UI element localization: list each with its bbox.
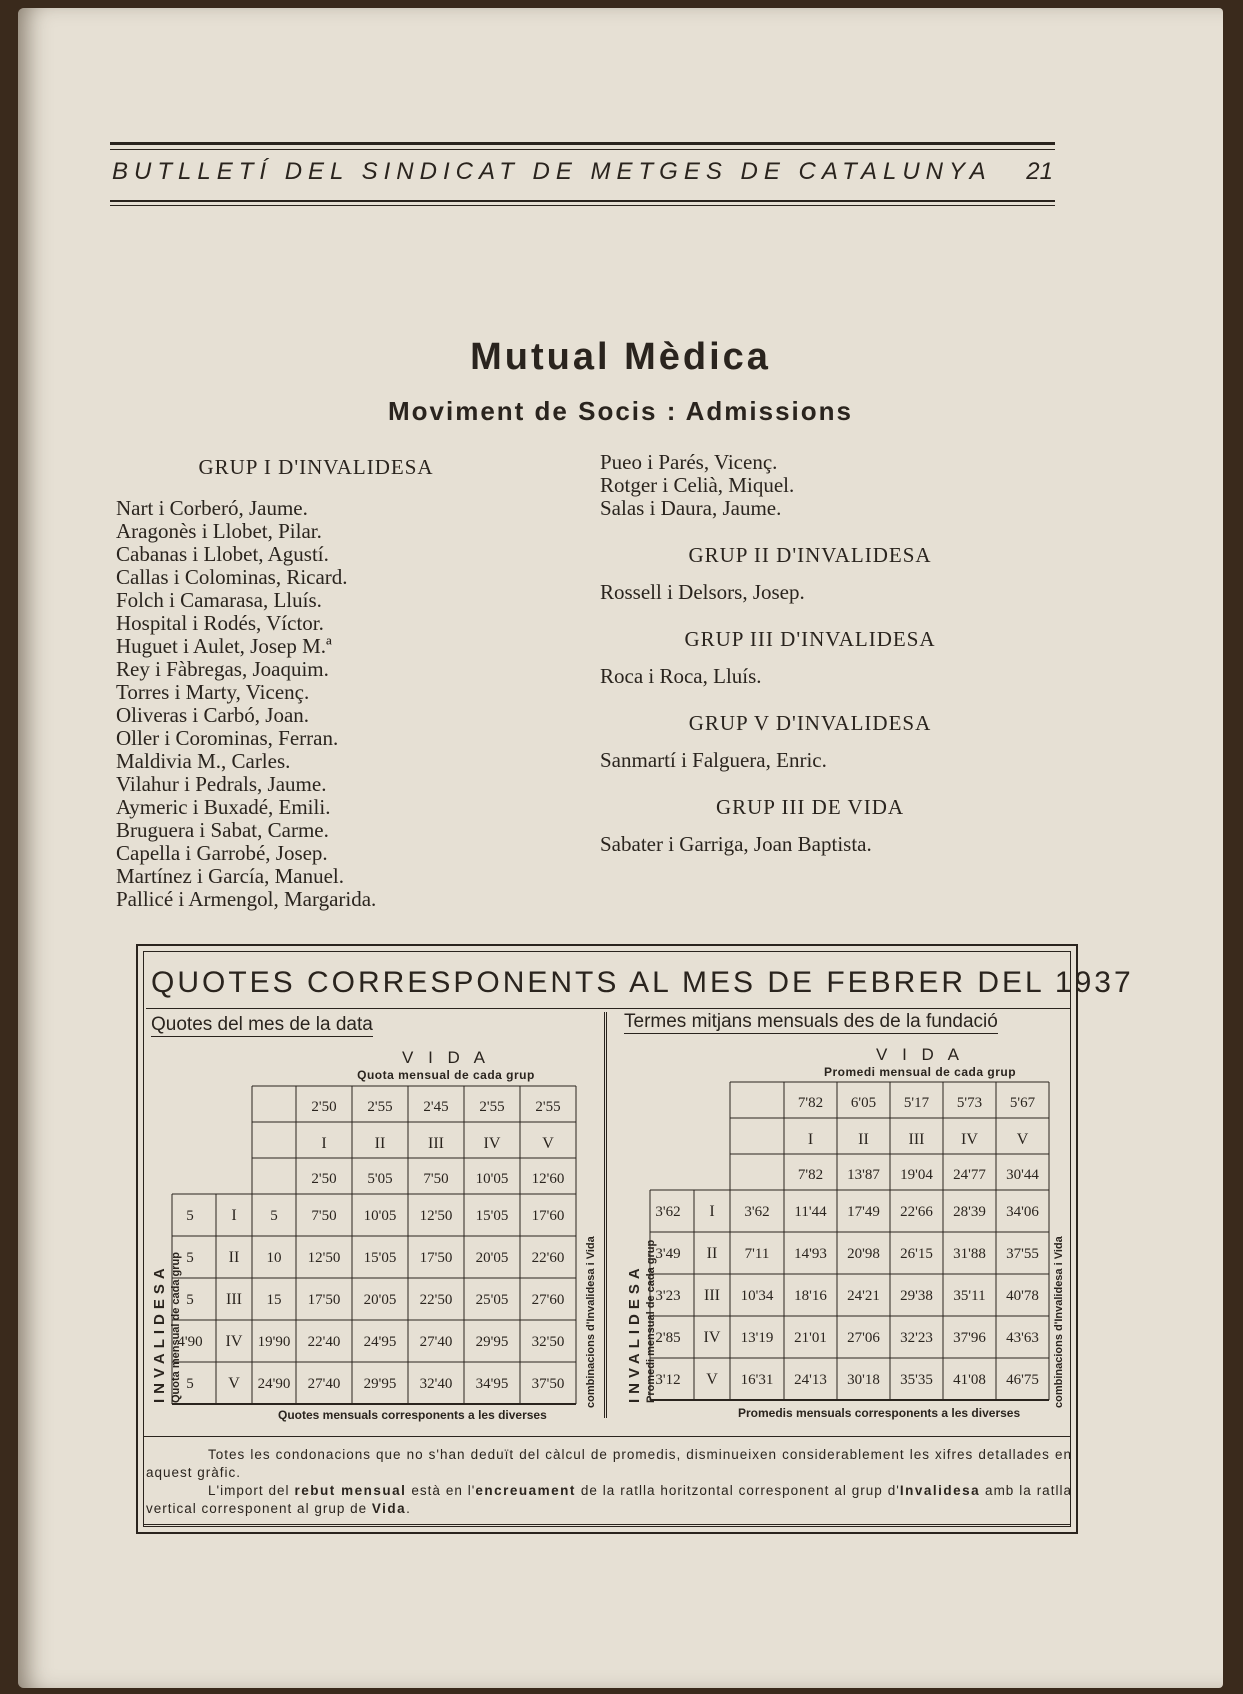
left-combinations-label: combinacions d'Invalidesa i Vida xyxy=(585,1236,597,1408)
combined-quota-cell: 18'16 xyxy=(794,1288,827,1305)
vida-group-numeral: I xyxy=(807,1130,814,1148)
combined-quota-cell: 20'98 xyxy=(847,1246,880,1263)
combined-quota-cell: 35'11 xyxy=(953,1288,986,1305)
combined-quota-cell: 17'60 xyxy=(531,1208,565,1225)
invalidesa-group-numeral: II xyxy=(228,1249,240,1267)
notes-rule xyxy=(144,1524,1070,1525)
combined-quota-cell: 35'35 xyxy=(900,1372,933,1389)
vida-group-numeral: IV xyxy=(483,1134,501,1152)
vida-only-total: 19'04 xyxy=(900,1167,933,1184)
combined-quota-cell: 27'40 xyxy=(307,1376,341,1393)
combined-quota-cell: 17'49 xyxy=(847,1204,880,1221)
combined-quota-cell: 12'50 xyxy=(419,1208,453,1225)
quotes-title: QUOTES CORRESPONENTS AL MES DE FEBRER DEL 1937 xyxy=(151,966,1134,999)
right-invalidesa-label: INVALIDESA xyxy=(626,1263,643,1403)
combined-quota-cell: 32'23 xyxy=(900,1330,933,1347)
invalidesa-group-numeral: I xyxy=(709,1203,715,1221)
member-name: Hospital i Rodés, Víctor. xyxy=(116,611,324,635)
invalidesa-quota: 5 xyxy=(186,1208,194,1225)
combined-quota-cell: 41'08 xyxy=(953,1372,986,1389)
group-heading: GRUP II D'INVALIDESA xyxy=(688,543,932,567)
combined-quota-cell: 29'38 xyxy=(900,1288,933,1305)
invalidesa-quota: 3'62 xyxy=(655,1204,681,1221)
combined-quota-cell: 22'60 xyxy=(531,1250,565,1267)
combined-quota-cell: 31'88 xyxy=(953,1246,986,1263)
invalidesa-quota: 4'90 xyxy=(177,1334,203,1351)
page-subtitle: Moviment de Socis : Admissions xyxy=(387,396,853,426)
invalidesa-group-numeral: IV xyxy=(703,1329,721,1347)
vida-label: V I D A xyxy=(402,1048,490,1067)
vida-quota: 2'55 xyxy=(367,1099,393,1116)
group-heading: GRUP V D'INVALIDESA xyxy=(688,711,932,735)
member-name: Callas i Colominas, Ricard. xyxy=(116,565,348,589)
left-panel-subtitle: Quotes del mes de la data xyxy=(151,1014,373,1035)
vida-group-numeral: IV xyxy=(961,1130,978,1148)
member-name: Cabanas i Llobet, Agustí. xyxy=(116,542,329,566)
combined-quota-cell: 7'50 xyxy=(311,1208,337,1225)
combined-quota-cell: 21'01 xyxy=(794,1330,827,1347)
invalidesa-only-total: 15 xyxy=(266,1292,282,1309)
invalidesa-quota: 2'85 xyxy=(655,1330,681,1347)
combined-quota-cell: 11'44 xyxy=(794,1204,827,1221)
combined-quota-cell: 14'93 xyxy=(794,1246,827,1263)
running-head-title: BUTLLETÍ DEL SINDICAT DE METGES DE CATALUNYA xyxy=(112,158,992,185)
invalidesa-only-total: 5 xyxy=(270,1208,278,1225)
vida-group-numeral: II xyxy=(374,1134,386,1152)
vida-only-total: 7'50 xyxy=(423,1171,449,1188)
vida-group-numeral: V xyxy=(1016,1130,1029,1148)
invalidesa-group-numeral: IV xyxy=(225,1333,243,1351)
member-name: Oller i Corominas, Ferran. xyxy=(116,726,339,750)
invalidesa-quota: 3'23 xyxy=(655,1288,681,1305)
combined-quota-cell: 12'50 xyxy=(307,1250,341,1267)
left-bottom-label: Quotes mensuals corresponents a les diverses xyxy=(278,1408,547,1422)
page-number: 21 xyxy=(1026,158,1053,185)
combined-quota-cell: 17'50 xyxy=(419,1250,453,1267)
combined-quota-cell: 37'55 xyxy=(1006,1246,1039,1263)
member-name: Salas i Daura, Jaume. xyxy=(600,496,782,520)
group-heading: GRUP III DE VIDA xyxy=(715,795,905,819)
invalidesa-only-total: 10'34 xyxy=(740,1288,774,1305)
left-invalidesa-label: INVALIDESA xyxy=(151,1263,168,1403)
member-name: Vilahur i Pedrals, Jaume. xyxy=(116,772,327,796)
invalidesa-only-total: 7'11 xyxy=(744,1246,770,1263)
invalidesa-group-numeral: II xyxy=(706,1245,718,1263)
vida-quota: 2'55 xyxy=(535,1099,561,1116)
combined-quota-cell: 22'50 xyxy=(419,1292,453,1309)
member-name: Maldivia M., Carles. xyxy=(116,749,291,773)
invalidesa-quota: 5 xyxy=(186,1292,194,1309)
combined-quota-cell: 43'63 xyxy=(1006,1330,1039,1347)
member-name: Rotger i Celià, Miquel. xyxy=(600,473,795,497)
invalidesa-group-numeral: V xyxy=(706,1371,718,1389)
combined-quota-cell: 10'05 xyxy=(363,1208,397,1225)
vida-group-numeral: V xyxy=(542,1134,554,1152)
member-name: Martínez i García, Manuel. xyxy=(116,864,344,888)
member-name: Aragonès i Llobet, Pilar. xyxy=(116,519,322,543)
member-name: Pueo i Parés, Vicenç. xyxy=(600,450,778,474)
vida-only-total: 7'82 xyxy=(797,1167,824,1184)
vida-only-total: 24'77 xyxy=(953,1167,986,1184)
combined-quota-cell: 37'50 xyxy=(531,1376,565,1393)
combined-quota-cell: 37'96 xyxy=(953,1330,986,1347)
invalidesa-group-numeral: III xyxy=(226,1291,242,1309)
right-combinations-label: combinacions d'Invalidesa i Vida xyxy=(1053,1236,1065,1408)
combined-quota-cell: 17'50 xyxy=(307,1292,341,1309)
vida-quota: 5'73 xyxy=(956,1095,983,1112)
vida-only-total: 5'05 xyxy=(367,1171,393,1188)
vida-sublabel: Quota mensual de cada grup xyxy=(357,1068,535,1082)
combined-quota-cell: 32'50 xyxy=(531,1334,565,1351)
combined-quota-cell: 24'21 xyxy=(847,1288,880,1305)
combined-quota-cell: 34'06 xyxy=(1006,1204,1039,1221)
vida-quota: 2'55 xyxy=(479,1099,505,1116)
vida-quota: 6'05 xyxy=(850,1095,877,1112)
invalidesa-only-total: 24'90 xyxy=(257,1376,291,1393)
combined-quota-cell: 22'66 xyxy=(900,1204,933,1221)
left-invalidesa-sublabel: Quota mensual de cada grup xyxy=(170,1252,182,1403)
page-title: Mutual Mèdica xyxy=(470,336,771,378)
combined-quota-cell: 27'60 xyxy=(531,1292,565,1309)
vida-group-numeral: I xyxy=(321,1134,327,1152)
combined-quota-cell: 30'18 xyxy=(847,1372,880,1389)
member-name: Capella i Garrobé, Josep. xyxy=(116,841,328,865)
invalidesa-only-total: 10 xyxy=(266,1250,282,1267)
member-name: Folch i Camarasa, Lluís. xyxy=(116,588,322,612)
invalidesa-quota: 3'49 xyxy=(655,1246,681,1263)
right-bottom-label: Promedis mensuals corresponents a les diverses xyxy=(738,1406,1021,1420)
invalidesa-only-total: 16'31 xyxy=(740,1372,774,1389)
combined-quota-cell: 25'05 xyxy=(475,1292,509,1309)
vida-quota: 2'50 xyxy=(311,1099,337,1116)
vida-group-numeral: III xyxy=(908,1130,925,1148)
combined-quota-cell: 46'75 xyxy=(1006,1372,1039,1389)
combined-quota-cell: 28'39 xyxy=(953,1204,986,1221)
member-name: Rey i Fàbregas, Joaquim. xyxy=(116,657,329,681)
combined-quota-cell: 40'78 xyxy=(1006,1288,1039,1305)
invalidesa-only-total: 3'62 xyxy=(744,1204,770,1221)
document-page xyxy=(18,8,1223,1688)
right-invalidesa-sublabel: Promedi mensual de cada grup xyxy=(645,1239,657,1403)
invalidesa-group-numeral: V xyxy=(228,1375,240,1393)
combined-quota-cell: 20'05 xyxy=(475,1250,509,1267)
combined-quota-cell: 20'05 xyxy=(363,1292,397,1309)
vida-only-total: 10'05 xyxy=(475,1171,509,1188)
vida-sublabel: Promedi mensual de cada grup xyxy=(823,1065,1017,1079)
invalidesa-quota: 5 xyxy=(186,1376,194,1393)
member-name: Pallicé i Armengol, Margarida. xyxy=(116,887,377,911)
vida-quota: 5'17 xyxy=(903,1095,930,1112)
member-name: Roca i Roca, Lluís. xyxy=(600,664,762,688)
invalidesa-only-total: 13'19 xyxy=(740,1330,774,1347)
member-name: Aymeric i Buxadé, Emili. xyxy=(116,795,331,819)
member-name: Sabater i Garriga, Joan Baptista. xyxy=(600,832,872,856)
combined-quota-cell: 29'95 xyxy=(475,1334,509,1351)
combined-quota-cell: 15'05 xyxy=(475,1208,509,1225)
combined-quota-cell: 29'95 xyxy=(363,1376,397,1393)
member-name: Torres i Marty, Vicenç. xyxy=(116,680,310,704)
note-condonacions: Totes les condonacions que no s'han deduït del càlcul de promedis, disminueixen considerablement les xifres detallades en aquest gràfic. xyxy=(146,1447,1072,1480)
combined-quota-cell: 34'95 xyxy=(475,1376,509,1393)
member-name: Oliveras i Carbó, Joan. xyxy=(116,703,310,727)
vida-label: V I D A xyxy=(876,1045,964,1064)
notes-rule xyxy=(144,1436,1070,1437)
vida-quota: 5'67 xyxy=(1009,1095,1036,1112)
vida-group-numeral: II xyxy=(858,1130,869,1148)
right-panel-subtitle: Termes mitjans mensuals des de la fundació xyxy=(624,1011,998,1032)
group-heading: GRUP III D'INVALIDESA xyxy=(684,627,936,651)
combined-quota-cell: 32'40 xyxy=(419,1376,453,1393)
group-heading: GRUP I D'INVALIDESA xyxy=(198,455,434,479)
member-name: Sanmartí i Falguera, Enric. xyxy=(600,748,827,772)
combined-quota-cell: 27'06 xyxy=(847,1330,880,1347)
invalidesa-group-numeral: I xyxy=(231,1207,237,1225)
vida-quota: 7'82 xyxy=(797,1095,824,1112)
member-name: Huguet i Aulet, Josep M.ª xyxy=(116,634,332,658)
combined-quota-cell: 24'95 xyxy=(363,1334,397,1351)
member-name: Nart i Corberó, Jaume. xyxy=(116,496,308,520)
invalidesa-quota: 5 xyxy=(186,1250,194,1267)
invalidesa-group-numeral: III xyxy=(704,1287,720,1305)
combined-quota-cell: 15'05 xyxy=(363,1250,397,1267)
combined-quota-cell: 27'40 xyxy=(419,1334,453,1351)
member-name: Rossell i Delsors, Josep. xyxy=(600,580,805,604)
vida-group-numeral: III xyxy=(428,1134,444,1152)
combined-quota-cell: 24'13 xyxy=(794,1372,827,1389)
table-notes xyxy=(146,1446,1072,1518)
note-rebut: L'import del rebut mensual està en l'encreuament de la ratlla horitzontal corresponent al grup d'Invalidesa amb la ratlla vertical corresponent al grup de Vida. xyxy=(146,1483,1072,1516)
vida-only-total: 12'60 xyxy=(531,1171,565,1188)
member-name: Bruguera i Sabat, Carme. xyxy=(116,818,329,842)
vida-only-total: 13'87 xyxy=(847,1167,880,1184)
vida-only-total: 2'50 xyxy=(311,1171,337,1188)
invalidesa-only-total: 19'90 xyxy=(257,1334,291,1351)
vida-quota: 2'45 xyxy=(423,1099,449,1116)
invalidesa-quota: 3'12 xyxy=(655,1372,681,1389)
vida-only-total: 30'44 xyxy=(1006,1167,1039,1184)
combined-quota-cell: 22'40 xyxy=(307,1334,341,1351)
combined-quota-cell: 26'15 xyxy=(900,1246,933,1263)
